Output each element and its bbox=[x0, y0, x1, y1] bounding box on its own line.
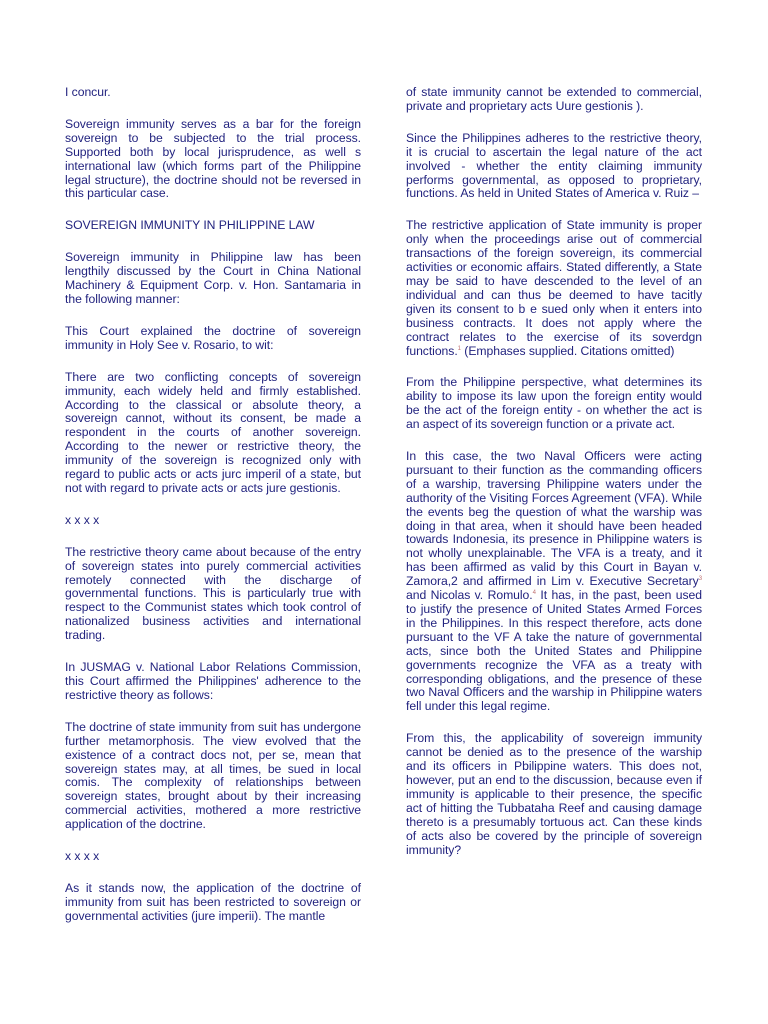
footnote-marker[interactable]: 3 bbox=[698, 576, 702, 583]
footnote-marker[interactable]: 4 bbox=[532, 590, 536, 597]
left-column bbox=[65, 86, 361, 942]
paragraph: Sovereign immunity serves as a bar for the foreign sovereign to be subjected to the trial process. Supported both by local jurisprudence, as well s international law (which forms part of the Philippine legal structure), the doctrine should not be reversed in this particular case. bbox=[65, 116, 361, 201]
paragraph: From the Philippine perspective, what determines its ability to impose its law upon the foreign entity would be the act of the foreign entity - on whether the act is an aspect of its sovereign function or a private act. bbox=[406, 375, 702, 432]
right-column bbox=[406, 86, 702, 875]
paragraph-text: and Nicolas v. Romulo. bbox=[406, 588, 533, 603]
paragraph: In JUSMAG v. National Labor Relations Commission, this Court affirmed the Philippines' adherence to the restrictive theory as follows: bbox=[65, 660, 361, 702]
section-heading: SOVEREIGN IMMUNITY IN PHILIPPINE LAW bbox=[65, 218, 315, 233]
quoted-paragraph: The doctrine of state immunity from suit has undergone further metamorphosis. The view evolved that the existence of a contract docs not, per se, mean that sovereign states may, at all times, be sued in local comis. The complexity of relationships between sovereign states, brought about by their increasing commercial activities, mothered a more restrictive application of the doctrine. bbox=[65, 719, 361, 832]
paragraph bbox=[406, 450, 702, 714]
paragraph: I concur. bbox=[65, 85, 111, 99]
paragraph: Since the Philippines adheres to the restrictive theory, it is crucial to ascertain the legal nature of the act involved - whether the entity claiming immunity performs governmental, as opposed to proprietary, functions. As held in United States of America v. Ruiz – bbox=[406, 130, 702, 201]
paragraph: Sovereign immunity in Philippine law has been lengthily discussed by the Court in China National Machinery & Equipment Corp. v. Hon. Santamaria in the following manner: bbox=[65, 250, 361, 306]
ellipsis-separator: x x x x bbox=[65, 512, 100, 527]
paragraph-text: It has, in the past, been used to justify the presence of United States Armed Forces in the Philippines. In this respect therefore, acts done pursuant to the VF A take the nature of governmental acts, since both the United States and Philippine governments recognize the VFA as a treaty with corresponding obligations, and the presence of these two Naval Officers and the warship in Philippine waters fell under this legal regime. bbox=[406, 588, 702, 714]
paragraph-text: The restrictive application of State immunity is proper only when the proceedings arise out of commercial transactions of the foreign sovereign, its commercial activities or economic affairs. Stated differently, a State may be said to have descended to the level of an individual and can thus be deemed to have tacitly given its consent to b e sued only when it enters into business contracts. It does not apply where the contract relates to the exercise of its soverdgn functions. bbox=[406, 218, 702, 358]
quoted-paragraph: The restrictive theory came about because of the entry of sovereign states into purely commercial activities remotely connected with the discharge of governmental functions. This is particularly true with respect to the Communist states which took control of nationalized business activities and international trading. bbox=[65, 544, 361, 643]
paragraph: From this, the applicability of sovereign immunity cannot be denied as to the presence of the warship and its officers in Pbilippine waters. This does not, however, put an end to the discussion, because even if immunity is applicable to their presence, the specific act of hitting the Tubbataha Reef and causing damage thereto is a presumably tortuous act. Can these kinds of acts also be covered by the principle of sovereign immunity? bbox=[406, 731, 702, 857]
quoted-paragraph: There are two conflicting concepts of sovereign immunity, each widely held and firmly established. According to the classical or absolute theory, a sovereign cannot, without its consent, be made a respondent in the courts of another sovereign. According to the newer or restrictive theory, the immunity of the sovereign is recognized only with regard to public acts or acts jurc imperil of a state, but not with regard to private acts or acts jure gestionis. bbox=[65, 369, 361, 495]
paragraph-text: (Emphases supplied. Citations omitted) bbox=[460, 343, 675, 358]
quoted-paragraph: of state immunity cannot be extended to commercial, private and proprietary acts Uure gestionis ). bbox=[406, 85, 702, 113]
quoted-paragraph bbox=[406, 219, 702, 358]
footnote-marker[interactable]: 1 bbox=[457, 345, 461, 352]
paragraph: This Court explained the doctrine of sovereign immunity in Holy See v. Rosario, to wit: bbox=[65, 323, 361, 352]
quoted-paragraph: As it stands now, the application of the doctrine of immunity from suit has been restricted to sovereign or governmental activities (jure imperii). The mantle bbox=[65, 880, 361, 923]
paragraph-text: In this case, the two Naval Officers were acting pursuant to their function as the commanding officers of a warship, traversing Philippine waters under the authority of the Visiting Forces Agreement (VFA). While the events beg the question of what the warship was doing in that area, when it should have been headed towards Indonesia, its presence in Philippine waters is not wholly unexplainable. The VFA is a treaty, and it has been affirmed as valid by this Court in Bayan v. Zamora,2 and affirmed in Lim v. Executive Secretary bbox=[406, 449, 702, 589]
ellipsis-separator: x x x x bbox=[65, 849, 100, 864]
